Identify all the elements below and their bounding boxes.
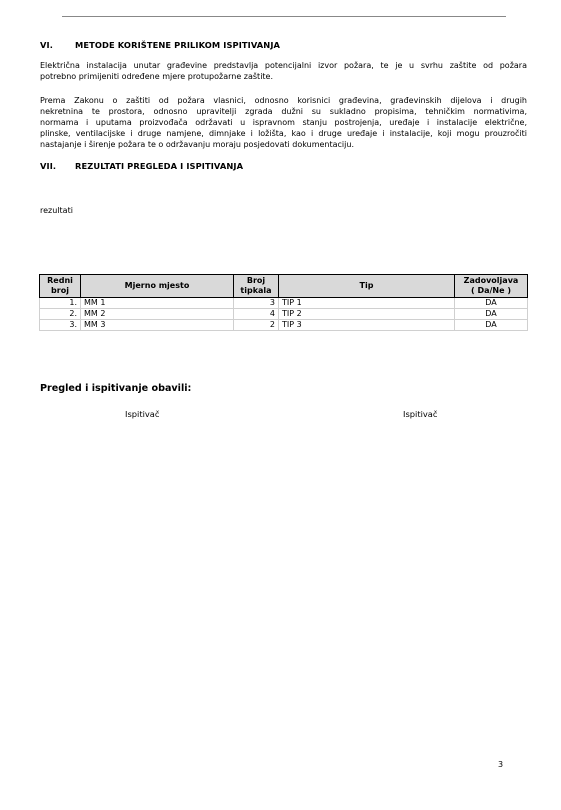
header-mjerno-mjesto: Mjerno mjesto <box>81 275 234 298</box>
table-header-row <box>40 275 528 298</box>
cell-redni: 3. <box>40 320 81 331</box>
header-broj-tipkala: Broj tipkala <box>234 275 279 298</box>
cell-redni: 2. <box>40 309 81 320</box>
paragraph-line: Prema Zakonu o zaštiti od požara vlasnici, odnosno korisnici građevina, građevinskih dijelova i drugih <box>40 96 527 105</box>
section-heading-vii <box>40 161 243 171</box>
section-number: VII. <box>40 161 57 171</box>
cell-tip: TIP 2 <box>279 309 455 320</box>
cell-zadovoljava: DA <box>455 309 528 320</box>
cell-zadovoljava: DA <box>455 298 528 309</box>
paragraph-law <box>40 95 527 150</box>
table-row <box>40 309 528 320</box>
page-number: 3 <box>498 760 504 769</box>
signoff-title: Pregled i ispitivanje obavili: <box>40 383 192 394</box>
paragraph-line: plinske, ventilacijske i druge namjene, dimnjake i ložišta, kao i druge uređaje i instalacije, koji mogu prouzročiti <box>40 129 527 138</box>
cell-zadovoljava: DA <box>455 320 528 331</box>
paragraph-line: normama i uputama proizvođača održavati u ispravnom stanju postrojenja, uređaje i instalacije električne, <box>40 118 527 127</box>
results-label: rezultati <box>40 206 73 215</box>
cell-mjesto: MM 1 <box>81 298 234 309</box>
paragraph-line: nastajanje i širenje požara te o održavanju moraju posjedovati dokumentaciju. <box>40 140 354 149</box>
results-table <box>39 274 528 331</box>
cell-broj: 4 <box>234 309 279 320</box>
header-tip: Tip <box>279 275 455 298</box>
header-redni-broj: Redni broj <box>40 275 81 298</box>
paragraph-line: Električna instalacija unutar građevine predstavlja potencijalni izvor požara, te je u svrhu zaštite od požara <box>40 61 527 70</box>
section-heading-vi <box>40 40 280 50</box>
cell-broj: 3 <box>234 298 279 309</box>
paragraph-line: potrebno primijeniti određene mjere protupožarne zaštite. <box>40 72 274 81</box>
section-title: METODE KORIŠTENE PRILIKOM ISPITIVANJA <box>75 40 281 50</box>
signoff-inspector-right: Ispitivač <box>403 409 438 419</box>
header-zadovoljava: Zadovoljava ( Da/Ne ) <box>455 275 528 298</box>
paragraph-intro <box>40 60 527 82</box>
cell-broj: 2 <box>234 320 279 331</box>
table-row <box>40 298 528 309</box>
paragraph-line: nekretnina te prostora, odnosno upravitelji zgrada dužni su sukladno propisima, tehničkim normativima, <box>40 107 527 116</box>
cell-tip: TIP 3 <box>279 320 455 331</box>
cell-mjesto: MM 3 <box>81 320 234 331</box>
signoff-inspector-left: Ispitivač <box>125 409 160 419</box>
section-title: REZULTATI PREGLEDA I ISPITIVANJA <box>75 161 244 171</box>
cell-redni: 1. <box>40 298 81 309</box>
header-rule <box>62 16 506 17</box>
table-row <box>40 320 528 331</box>
cell-tip: TIP 1 <box>279 298 455 309</box>
section-number: VI. <box>40 40 53 50</box>
cell-mjesto: MM 2 <box>81 309 234 320</box>
